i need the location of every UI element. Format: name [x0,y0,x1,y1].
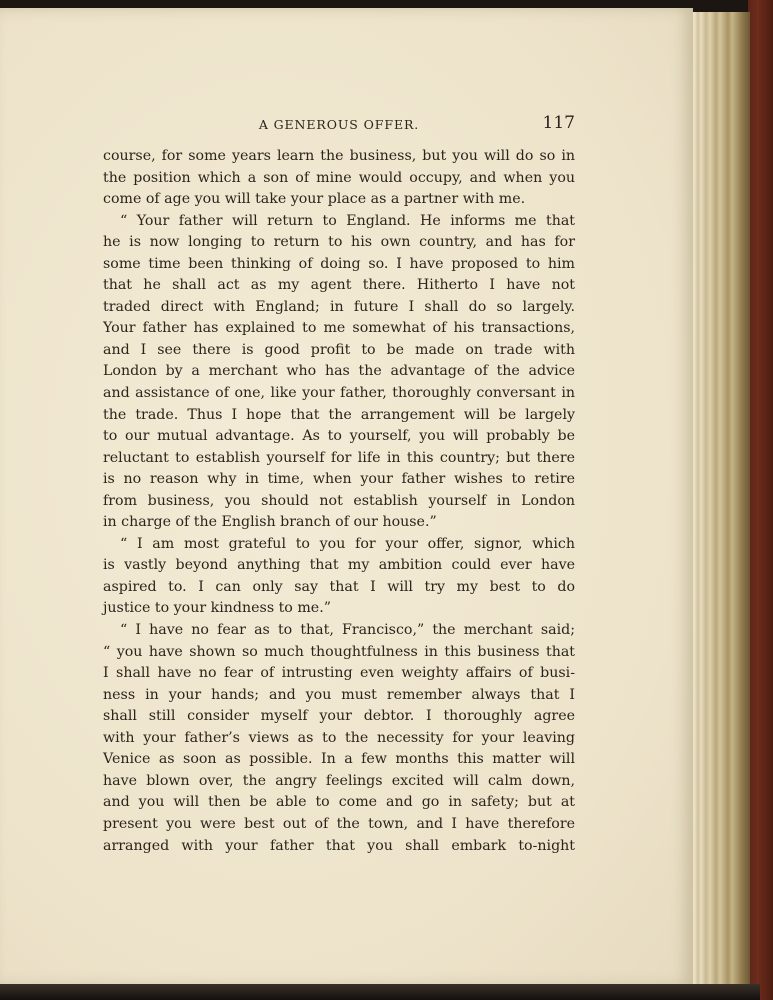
text-line: he is now longing to return to his own country, and has for [103,234,575,251]
text-line: some time been thinking of doing so. I have proposed to him [103,255,575,272]
text-line: course, for some years learn the business, but you will do so in [103,148,575,164]
text-line: Your father has explained to me somewhat of his transactions, [103,320,575,337]
page-number: 117 [542,113,575,133]
text-line: shall still consider myself your debtor. I thoroughly agree [103,708,575,725]
text-line: present you were best out of the town, and I have therefore [103,815,575,832]
book-cover-edge [748,0,773,1000]
text-line: the trade. Thus I hope that the arrangement will be largely [103,406,575,423]
text-line: I shall have no fear of intrusting even weighty affairs of busi- [103,665,575,682]
text-line: ness in your hands; and you must remember always that I [103,686,575,703]
text-line: and you will then be able to come and go in safety; but at [103,794,575,811]
text-line: is no reason why in time, when your father wishes to retire [103,471,575,488]
text-line: in charge of the English branch of our house.” [103,514,437,531]
text-line: come of age you will take your place as a partner with me. [103,191,526,208]
text-line: arranged with your father that you shall embark to-night [103,837,575,854]
text-line: and assistance of one, like your father, thoroughly conversant in [103,385,575,402]
page-stack-edge [686,12,750,984]
text-line: “ Your father will return to England. He informs me that [120,212,575,229]
running-header [103,113,575,137]
body-text [103,146,575,857]
text-line: with your father’s views as to the necessity for your leaving [103,729,575,746]
text-line: “ I am most grateful to you for your offer, signor, which [120,535,575,552]
text-line: is vastly beyond anything that my ambition could ever have [103,557,575,574]
text-line: justice to your kindness to me.” [103,600,331,617]
text-line: reluctant to establish yourself for life in this country; but there [103,449,575,466]
text-line: “ I have no fear as to that, Francisco,” the merchant said; [120,622,575,639]
running-title: A GENEROUS OFFER. [258,117,420,132]
text-line: that he shall act as my agent there. Hitherto I have not [103,277,575,294]
text-line: traded direct with England; in future I shall do so largely. [103,298,575,315]
text-line: from business, you should not establish yourself in London [103,492,575,509]
text-line: the position which a son of mine would occupy, and when you [103,169,575,186]
text-line: and I see there is good profit to be made on trade with [103,341,575,358]
text-line: London by a merchant who has the advantage of the advice [103,363,575,380]
text-line: to our mutual advantage. As to yourself, you will probably be [103,428,575,445]
text-line: “ you have shown so much thoughtfulness in this business that [103,643,575,660]
text-line: have blown over, the angry feelings excited will calm down, [103,772,575,789]
scan-bottom-edge [0,984,760,1000]
text-line: Venice as soon as possible. In a few months this matter will [103,751,575,768]
text-line: aspired to. I can only say that I will try my best to do [103,578,575,595]
